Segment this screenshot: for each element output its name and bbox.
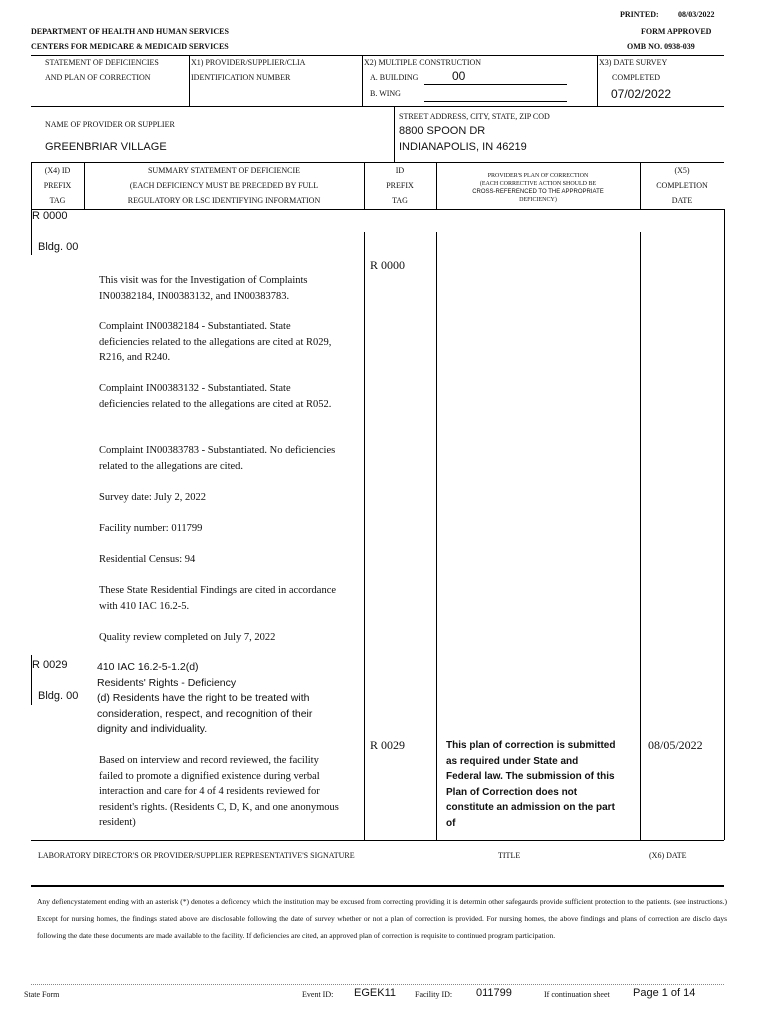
facility-id-value: 011799 <box>476 987 512 999</box>
r0029-building: Bldg. 00 <box>38 690 79 702</box>
plan-header-4: DEFICIENCY) <box>519 197 557 203</box>
id-header-3: TAG <box>392 196 408 205</box>
event-id-value: EGEK11 <box>354 987 396 999</box>
summary-paragraph-3: Complaint IN00383132 - Substantiated. State deficiencies related to the allegations are cited at R052. <box>99 383 332 410</box>
survey-date: Survey date: July 2, 2022 <box>99 492 207 503</box>
x6-date-label: (X6) DATE <box>649 851 687 860</box>
r0000-building: Bldg. 00 <box>38 241 79 253</box>
form-approved: FORM APPROVED <box>641 27 712 36</box>
department-heading: DEPARTMENT OF HEALTH AND HUMAN SERVICES <box>31 27 229 36</box>
signature-label: LABORATORY DIRECTOR'S OR PROVIDER/SUPPLIER REPRESENTATIVE'S SIGNATURE <box>38 851 355 860</box>
survey-completed-date: 07/02/2022 <box>611 87 672 101</box>
r0000-tag: R 0000 <box>32 210 68 222</box>
r0000-id-tag: R 0000 <box>370 258 406 272</box>
plan-header-3: CROSS-REFERENCED TO THE APPROPRIATE <box>472 189 604 195</box>
statement-label-2: AND PLAN OF CORRECTION <box>45 73 151 82</box>
x2-label: X2) MULTIPLE CONSTRUCTION <box>364 58 482 67</box>
plan-header-1: PROVIDER'S PLAN OF CORRECTION <box>487 173 589 179</box>
summary-paragraph-4: Complaint IN00383783 - Substantiated. No deficiencies related to the allegations are cited. <box>99 445 336 472</box>
disclaimer-text: Any defiencystatement ending with an asterisk (*) denotes a deficency which the institution may be excused from correcting providing it is determin other safegaurds provide sufficient protection to the patients. (see instructions.) Except for nursing homes, the findings stated above are disclosable following the date of survey whether or not a plan of correction is provided. For nursing homes, the above findings and plans of correction are disclo days following the date these documents are made available to the facility. If deficiencies are cited, an approved plan of correction is requisite to continued program participation. <box>37 897 727 940</box>
address-line-1: 8800 SPOON DR <box>399 125 486 137</box>
r0029-tag: R 0029 <box>32 659 68 671</box>
x5-header-2: COMPLETION <box>656 181 708 190</box>
r0029-finding: Based on interview and record reviewed, the facility failed to promote a dignified existence during verbal interaction and care for 4 of 4 residents reviewed for resident's rights. (Residents C, D, K, and one anonymous resident) <box>99 755 339 828</box>
address-line-2: INDIANAPOLIS, IN 46219 <box>399 141 527 153</box>
provider-name: GREENBRIAR VILLAGE <box>45 141 167 153</box>
title-label: TITLE <box>498 851 521 860</box>
wing-label: B. WING <box>370 89 401 98</box>
x5-header-1: (X5) <box>674 166 690 175</box>
x4-header-3: TAG <box>49 196 66 205</box>
r0029-plan-of-correction: This plan of correction is submitted as required under State and Federal law. The submission of this Plan of Correction does not constitute an admission on the part of <box>446 740 616 829</box>
address-label: STREET ADDRESS, CITY, STATE, ZIP COD <box>399 112 550 121</box>
page-number: Page 1 of 14 <box>633 987 696 999</box>
event-id-label: Event ID: <box>302 990 334 999</box>
quality-review: Quality review completed on July 7, 2022 <box>99 632 276 643</box>
residential-census: Residential Census: 94 <box>99 554 196 565</box>
summary-header-1: SUMMARY STATEMENT OF DEFICIENCIE <box>147 166 301 175</box>
id-header-1: ID <box>395 166 405 175</box>
state-form-label: State Form <box>24 990 60 999</box>
x4-header-2: PREFIX <box>43 181 72 190</box>
r0029-regulation: 410 IAC 16.2-5-1.2(d) Residents' Rights - Deficiency (d) Residents have the right to be treated with consideration, respect, and recognition of their dignity and individuality. <box>97 661 313 735</box>
x1-label-2: IDENTIFICATION NUMBER <box>191 73 291 82</box>
provider-name-label: NAME OF PROVIDER OR SUPPLIER <box>45 120 175 129</box>
summary-header-2: (EACH DEFICIENCY MUST BE PRECEDED BY FULL <box>129 181 319 190</box>
x5-header-3: DATE <box>671 196 693 205</box>
printed-label: PRINTED: <box>620 10 659 19</box>
summary-paragraph-2: Complaint IN00382184 - Substantiated. State deficiencies related to the allegations are cited at R029, R216, and R240. <box>99 321 332 363</box>
x1-label-1: X1) PROVIDER/SUPPLIER/CLIA <box>191 58 306 67</box>
summary-paragraph-1: This visit was for the Investigation of Complaints IN00382184, IN00383132, and IN00383783. <box>99 275 308 302</box>
id-header-2: PREFIX <box>386 181 414 190</box>
plan-header-2: (EACH CORRECTIVE ACTION SHOULD BE <box>479 181 597 187</box>
centers-heading: CENTERS FOR MEDICARE & MEDICAID SERVICES <box>31 42 229 51</box>
x3-label-2: COMPLETED <box>612 73 660 82</box>
x3-label-1: X3) DATE SURVEY <box>599 58 668 67</box>
continuation-label: If continuation sheet <box>544 990 610 999</box>
summary-header-3: REGULATORY OR LSC IDENTIFYING INFORMATION <box>127 196 321 205</box>
r0029-completion-date: 08/05/2022 <box>648 738 703 752</box>
building-label: A. BUILDING <box>370 73 419 82</box>
facility-number: Facility number: 011799 <box>99 523 203 534</box>
facility-id-label: Facility ID: <box>415 990 453 999</box>
statement-label-1: STATEMENT OF DEFICIENCIES <box>45 58 159 67</box>
x4-header-1: (X4) ID <box>44 166 71 175</box>
r0029-id-tag: R 0029 <box>370 738 406 752</box>
printed-date: 08/03/2022 <box>678 10 715 19</box>
summary-paragraph-8: These State Residential Findings are cited in accordance with 410 IAC 16.2-5. <box>99 585 337 612</box>
building-value: 00 <box>452 69 466 83</box>
omb-number: OMB NO. 0938-039 <box>627 42 695 51</box>
